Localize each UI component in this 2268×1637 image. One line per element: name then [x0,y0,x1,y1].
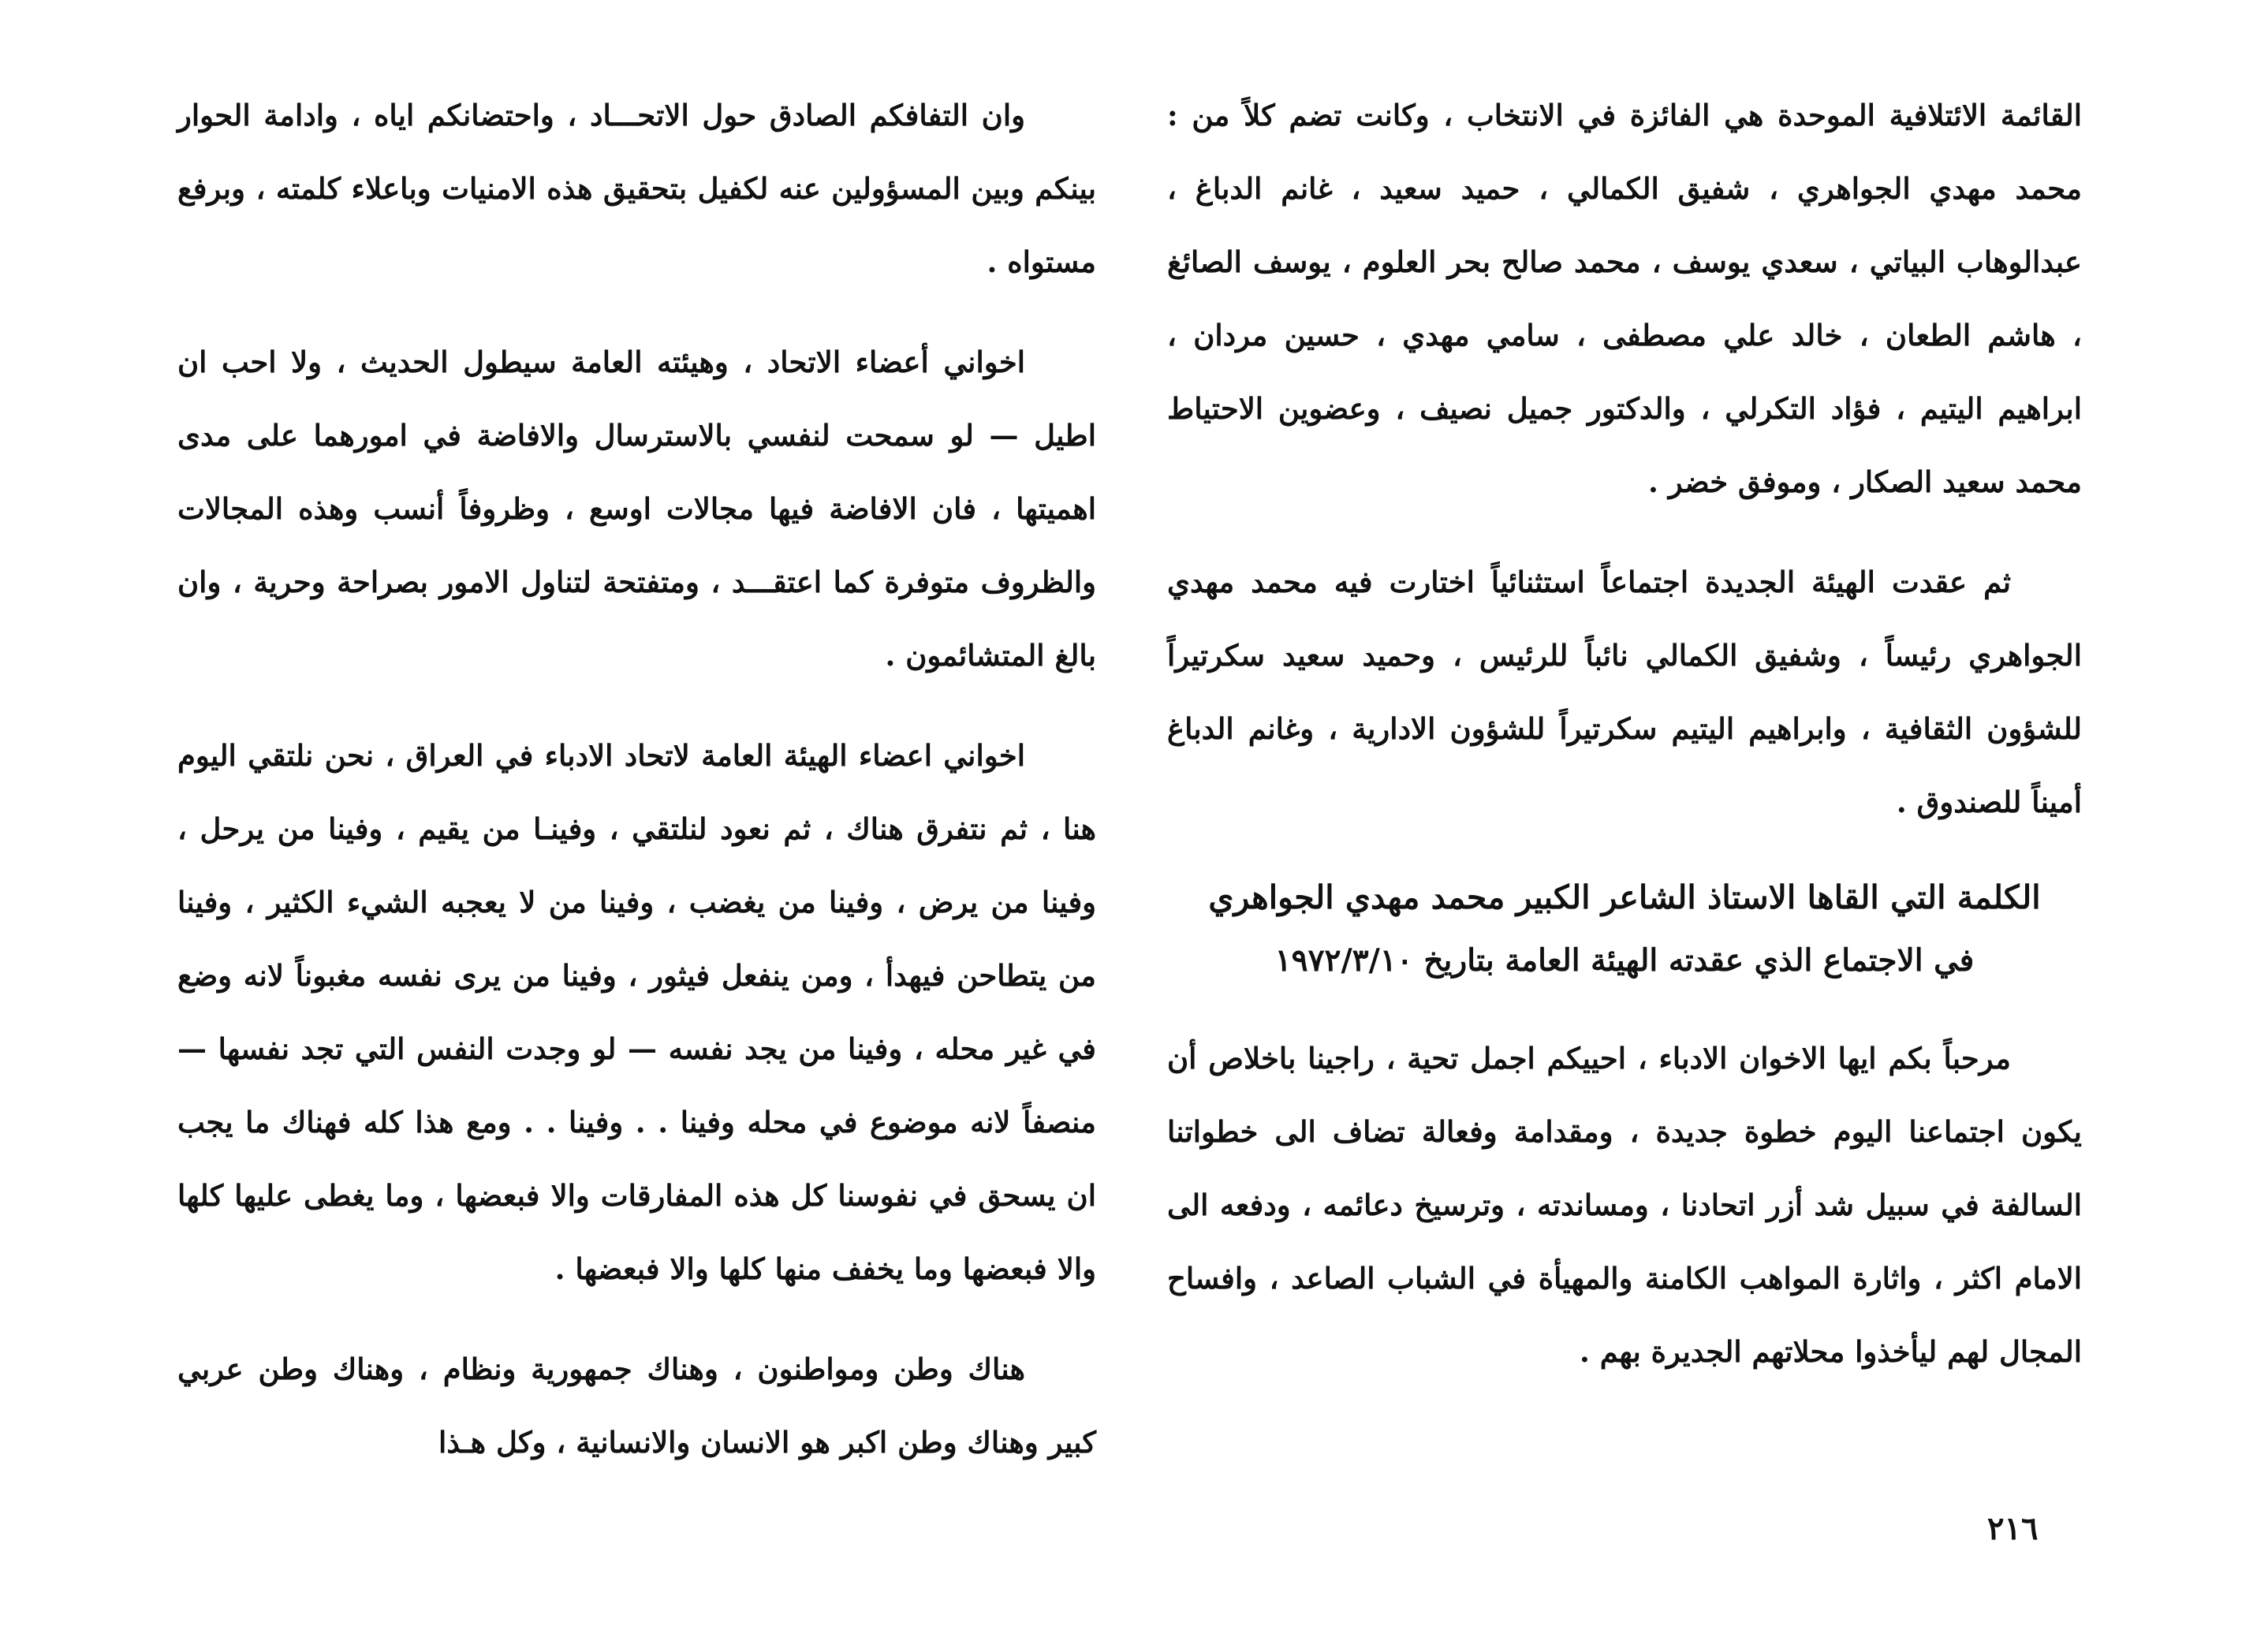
right-column [1167,79,2082,1415]
paragraph-general-body: اخواني اعضاء الهيئة العامة لاتحاد الادباء في العراق ، نحن نلتقي اليوم هنا ، ثم نتفرق هناك ، ثم نعود لنلتقي ، وفينـا من يقيم ، وفينا من يرحل ، وفينا من يرض ، وفينا من يغضب ، وفينا من لا يعجبه الشيء الكثير ، وفينا من يتطاحن فيهدأ ، ومن ينفعل فيثور ، وفينا من يرى نفسه مغبوناً لانه وضع في غير محله ، وفينا من يجد نفسه — لو وجدت النفس التي تجد نفسها — منصفاً لانه موضوع في محله وفينا . . وفينا . . ومع هذا كله فهناك ما يجب ان يسحق في نفوسنا كل هذه المفارقات والا فبعضها ، وما يغطى عليها كلها والا فبعضها وما يخفف منها كلها والا فبعضها . [177,738,1096,1286]
speech-heading-line2: في الاجتماع الذي عقدته الهيئة العامة بتاريخ ١٩٧٢/٣/١٠ [1274,942,1975,979]
paragraph-new-body: ثم عقدت الهيئة الجديدة اجتماعاً استثنائياً اختارت فيه محمد مهدي الجواهري رئيساً ، وشفيق الكمالي نائباً للرئيس ، وحميد سعيد سكرتيراً للشؤون الثقافية ، وابراهيم اليتيم سكرتيراً للشؤون الادارية ، وغانم الدباغ أميناً للصندوق . [1167,565,2082,819]
paragraph-welcome: مرحباً بكم ايها الاخوان الادباء ، احييكم اجمل تحية ، راجينا باخلاص أن يكون اجتماعنا اليوم خطوة جديدة ، ومقدامة وفعالة تضاف الى خطواتنا السالفة في سبيل شد أزر اتحادنا ، ومساندته ، وترسيخ دعائمه ، ودفعه الى الامام اكثر ، واثارة المواهب الكامنة والمهيأة في الشباب الصاعد ، وافساح المجال لهم ليأخذوا محلاتهم الجديرة بهم . [1167,1041,2082,1369]
page-number: ٢١٦ [1987,1510,2039,1547]
speech-heading-line1: الكلمة التي القاها الاستاذ الشاعر الكبير محمد مهدي الجواهري [1208,878,2041,916]
paragraph-members: اخواني أعضاء الاتحاد ، وهيئته العامة سيطول الحديث ، ولا احب ان اطيل — لو سمحت لنفسي بالاسترسال والافاضة في امورهما على مدى اهميتها ، فان الافاضة فيها مجالات اوسع ، وظروفاً أنسب وهذه المجالات والظروف متوفرة كما اعتقـــد ، ومتفتحة لتناول الامور بصراحة وحرية ، وان بالغ المتشائمون . [177,345,1096,673]
paragraph-union-list: القائمة الائتلافية الموحدة هي الفائزة في الانتخاب ، وكانت تضم كلاً من : محمد مهدي الجواهري ، شفيق الكمالي ، حميد سعيد ، غانم الدباغ ، عبدالوهاب البياتي ، سعدي يوسف ، محمد صالح بحر العلوم ، يوسف الصائغ ، هاشم الطعان ، خالد علي مصطفى ، سامي مهدي ، حسين مردان ، ابراهيم اليتيم ، فؤاد التكرلي ، والدكتور جميل نصيف ، وعضوين الاحتياط محمد سعيد الصكار ، وموفق خضر . [1167,98,2082,499]
speech-heading [1167,866,2082,992]
left-column [177,79,1096,1506]
paragraph-support: وان التفافكم الصادق حول الاتحـــاد ، واحتضانكم اياه ، وادامة الحوار بينكم وبين المسؤولين عنه لكفيل بتحقيق هذه الامنيات وباعلاء كلمته ، وبرفع مستواه . [177,98,1096,279]
paragraph-homeland: هناك وطن ومواطنون ، وهناك جمهورية ونظام ، وهناك وطن عربي كبير وهناك وطن اكبر هو الانسان والانسانية ، وكل هـذا [177,1352,1096,1460]
